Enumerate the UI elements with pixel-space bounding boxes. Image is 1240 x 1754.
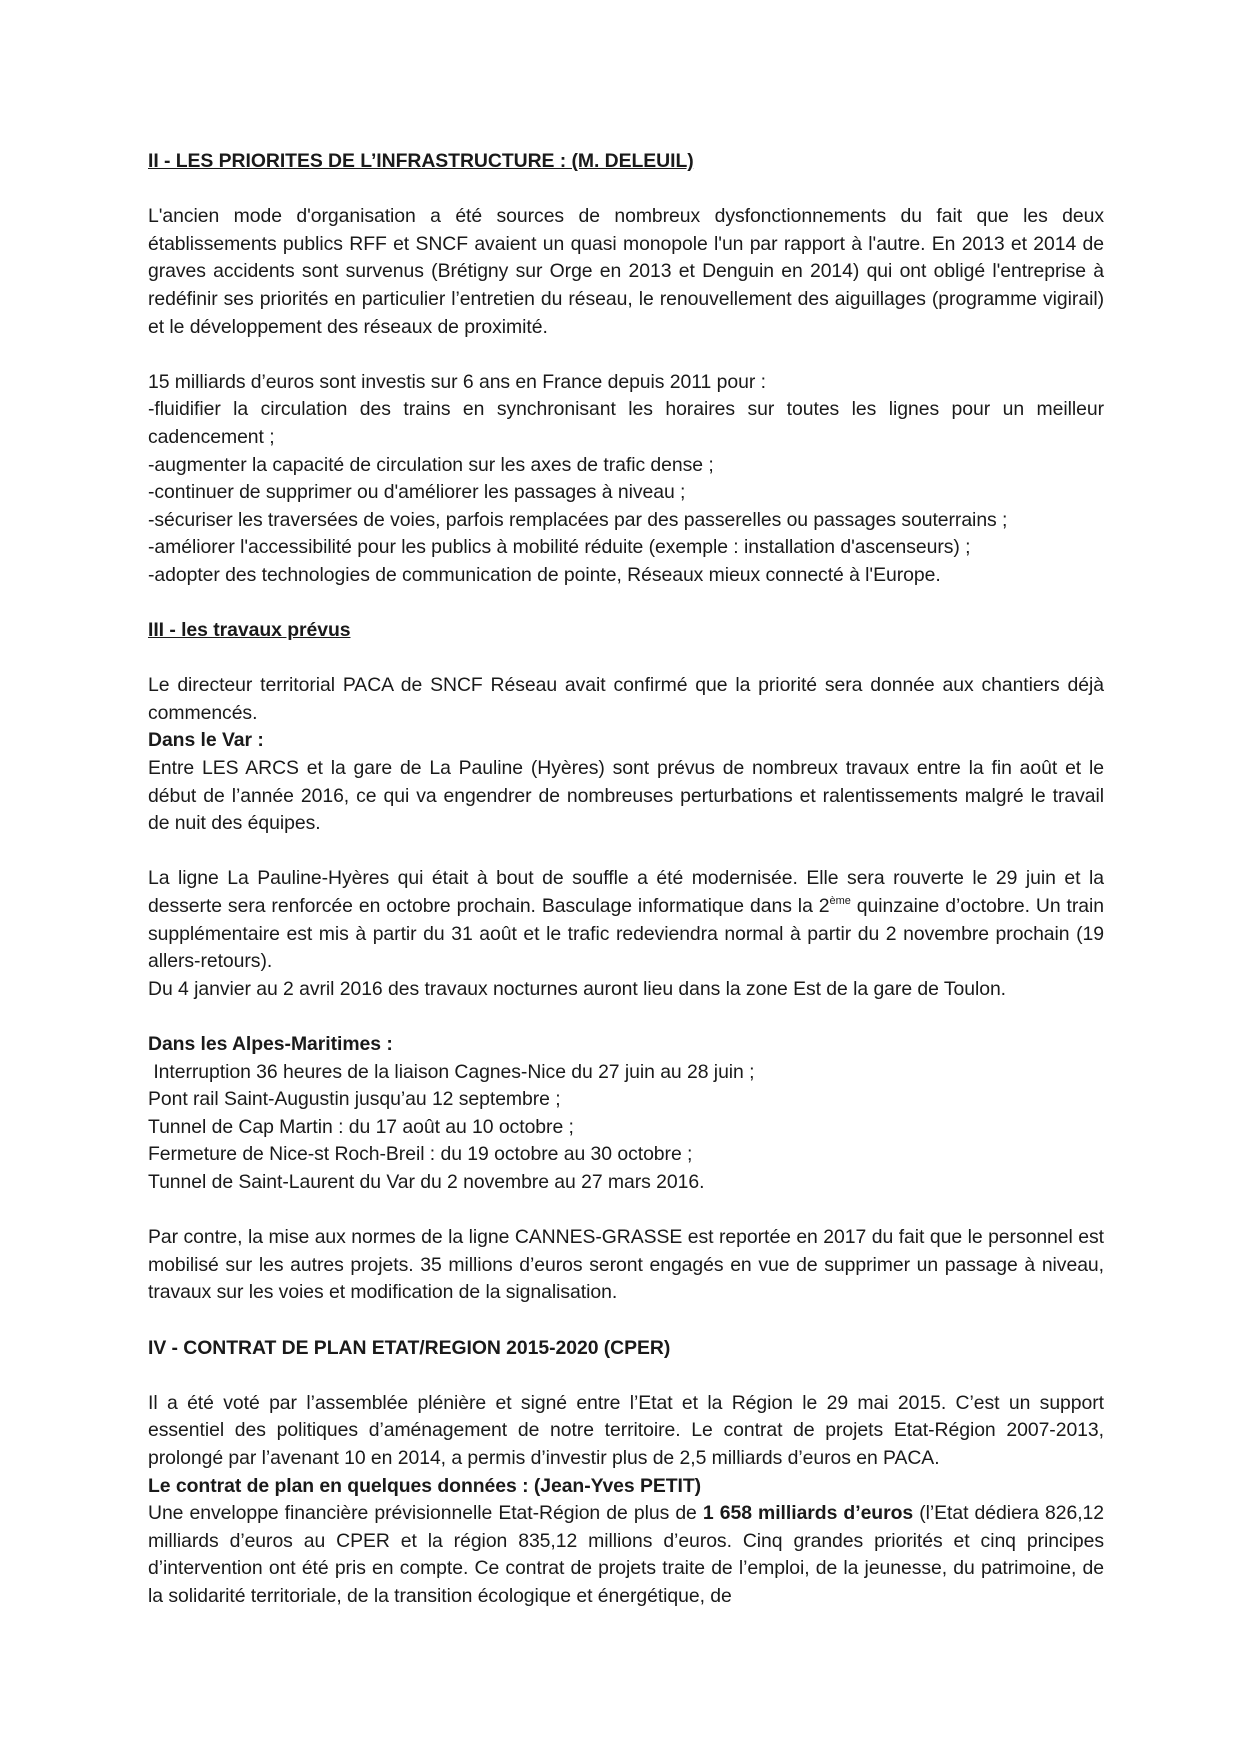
toulon-paragraph: Du 4 janvier au 2 avril 2016 des travaux nocturnes auront lieu dans la zone Est de la gare de Toulon. [148, 977, 1007, 1000]
bullet-item: -continuer de supprimer ou d'améliorer les passages à niveau ; [148, 481, 686, 504]
bullet-item: -sécuriser les traversées de voies, parfois remplacées par des passerelles ou passages souterrains ; [148, 508, 1008, 531]
contract-amount: 1 658 milliards d’euros [702, 1502, 914, 1525]
pauline-text-b: quinzaine d’octobre. Un train supplémentaire est mis à partir du 31 août et le trafic redeviendra normal à partir du 2 novembre prochain (19 allers-retours). [148, 895, 1105, 973]
pauline-paragraph [148, 865, 1104, 975]
section-3-heading: III - les travaux prévus [148, 619, 351, 642]
bullet-item: -augmenter la capacité de circulation sur les axes de trafic dense ; [148, 453, 714, 476]
alpes-maritimes-item: Tunnel de Saint-Laurent du Var du 2 novembre au 27 mars 2016. [148, 1170, 705, 1193]
var-paragraph: Entre LES ARCS et la gare de La Pauline (Hyères) sont prévus de nombreux travaux entre la fin août et le début de l’année 2016, ce qui va engendrer de nombreuses perturbations et ralentissements malgré le travail de nuit des équipes. [148, 757, 1104, 835]
section-3-paragraph: Le directeur territorial PACA de SNCF Réseau avait confirmé que la priorité sera donnée aux chantiers déjà commencés. [148, 674, 1104, 724]
contract-subheading: Le contrat de plan en quelques données : (Jean-Yves PETIT) [148, 1474, 702, 1497]
section-4-heading: IV - CONTRAT DE PLAN ETAT/REGION 2015-2020 (CPER) [148, 1336, 671, 1359]
cannes-grasse-paragraph: Par contre, la mise aux normes de la ligne CANNES-GRASSE est reportée en 2017 du fait que le personnel est mobilisé sur les autres projets. 35 millions d’euros seront engagés en vue de supprimer un passage à niveau, travaux sur les voies et modification de la signalisation. [148, 1226, 1104, 1304]
contract-paragraph [148, 1500, 1104, 1610]
bullet-item: -améliorer l'accessibilité pour les publics à mobilité réduite (exemple : installation d'ascenseurs) ; [148, 536, 971, 559]
contract-text-a: Une enveloppe financière prévisionnelle Etat-Région de plus de [148, 1502, 703, 1525]
alpes-maritimes-item: Interruption 36 heures de la liaison Cagnes-Nice du 27 juin au 28 juin ; [148, 1060, 755, 1083]
pauline-superscript: ème [829, 895, 851, 908]
section-2-heading: II - LES PRIORITES DE L’INFRASTRUCTURE : (M. DELEUIL) [148, 150, 694, 172]
section-4-paragraph: Il a été voté par l’assemblée plénière et signé entre l’Etat et la Région le 29 mai 2015. C’est un support essentiel des politiques d’aménagement de notre territoire. Le contrat de projets Etat-Région 2007-2013, prolongé par l’avenant 10 en 2014, a permis d’investir plus de 2,5 milliards d’euros en PACA. [148, 1391, 1104, 1469]
var-subheading: Dans le Var : [148, 729, 264, 752]
bullet-item: -adopter des technologies de communication de pointe, Réseaux mieux connecté à l'Europe. [148, 563, 941, 586]
contract-text-b: (l’Etat dédiera 826,12 milliards d’euros au CPER et la région 835,12 millions d’euros. Cinq grandes priorités et cinq principes d’intervention ont été pris en compte. Ce contrat de projets traite de l’emploi, de la jeunesse, du patrimoine, de la solidarité territoriale, de la transition écologique et énergétique, de [148, 1502, 1104, 1607]
alpes-maritimes-item: Fermeture de Nice-st Roch-Breil : du 19 octobre au 30 octobre ; [148, 1143, 693, 1166]
alpes-maritimes-item: Pont rail Saint-Augustin jusqu’au 12 septembre ; [148, 1088, 561, 1111]
investment-intro: 15 milliards d’euros sont investis sur 6 ans en France depuis 2011 pour : [148, 370, 766, 393]
pauline-text-a: La ligne La Pauline-Hyères qui était à bout de souffle a été modernisée. Elle sera rouverte le 29 juin et la desserte sera renforcée en octobre prochain. Basculage informatique dans la 2 [148, 867, 1104, 918]
document-body [148, 148, 1104, 1610]
section-2-paragraph: L'ancien mode d'organisation a été sources de nombreux dysfonctionnements du fait que les deux établissements publics RFF et SNCF avaient un quasi monopole l'un par rapport à l'autre. En 2013 et 2014 de graves accidents sont survenus (Brétigny sur Orge en 2013 et Denguin en 2014) qui ont obligé l'entreprise à redéfinir ses priorités en particulier l’entretien du réseau, le renouvellement des aiguillages (programme vigirail) et le développement des réseaux de proximité. [148, 205, 1104, 338]
alpes-maritimes-item: Tunnel de Cap Martin : du 17 août au 10 octobre ; [148, 1115, 574, 1138]
bullet-item: -fluidifier la circulation des trains en synchronisant les horaires sur toutes les lignes pour un meilleur cadencement ; [148, 398, 1104, 448]
alpes-maritimes-subheading: Dans les Alpes-Maritimes : [148, 1033, 393, 1055]
